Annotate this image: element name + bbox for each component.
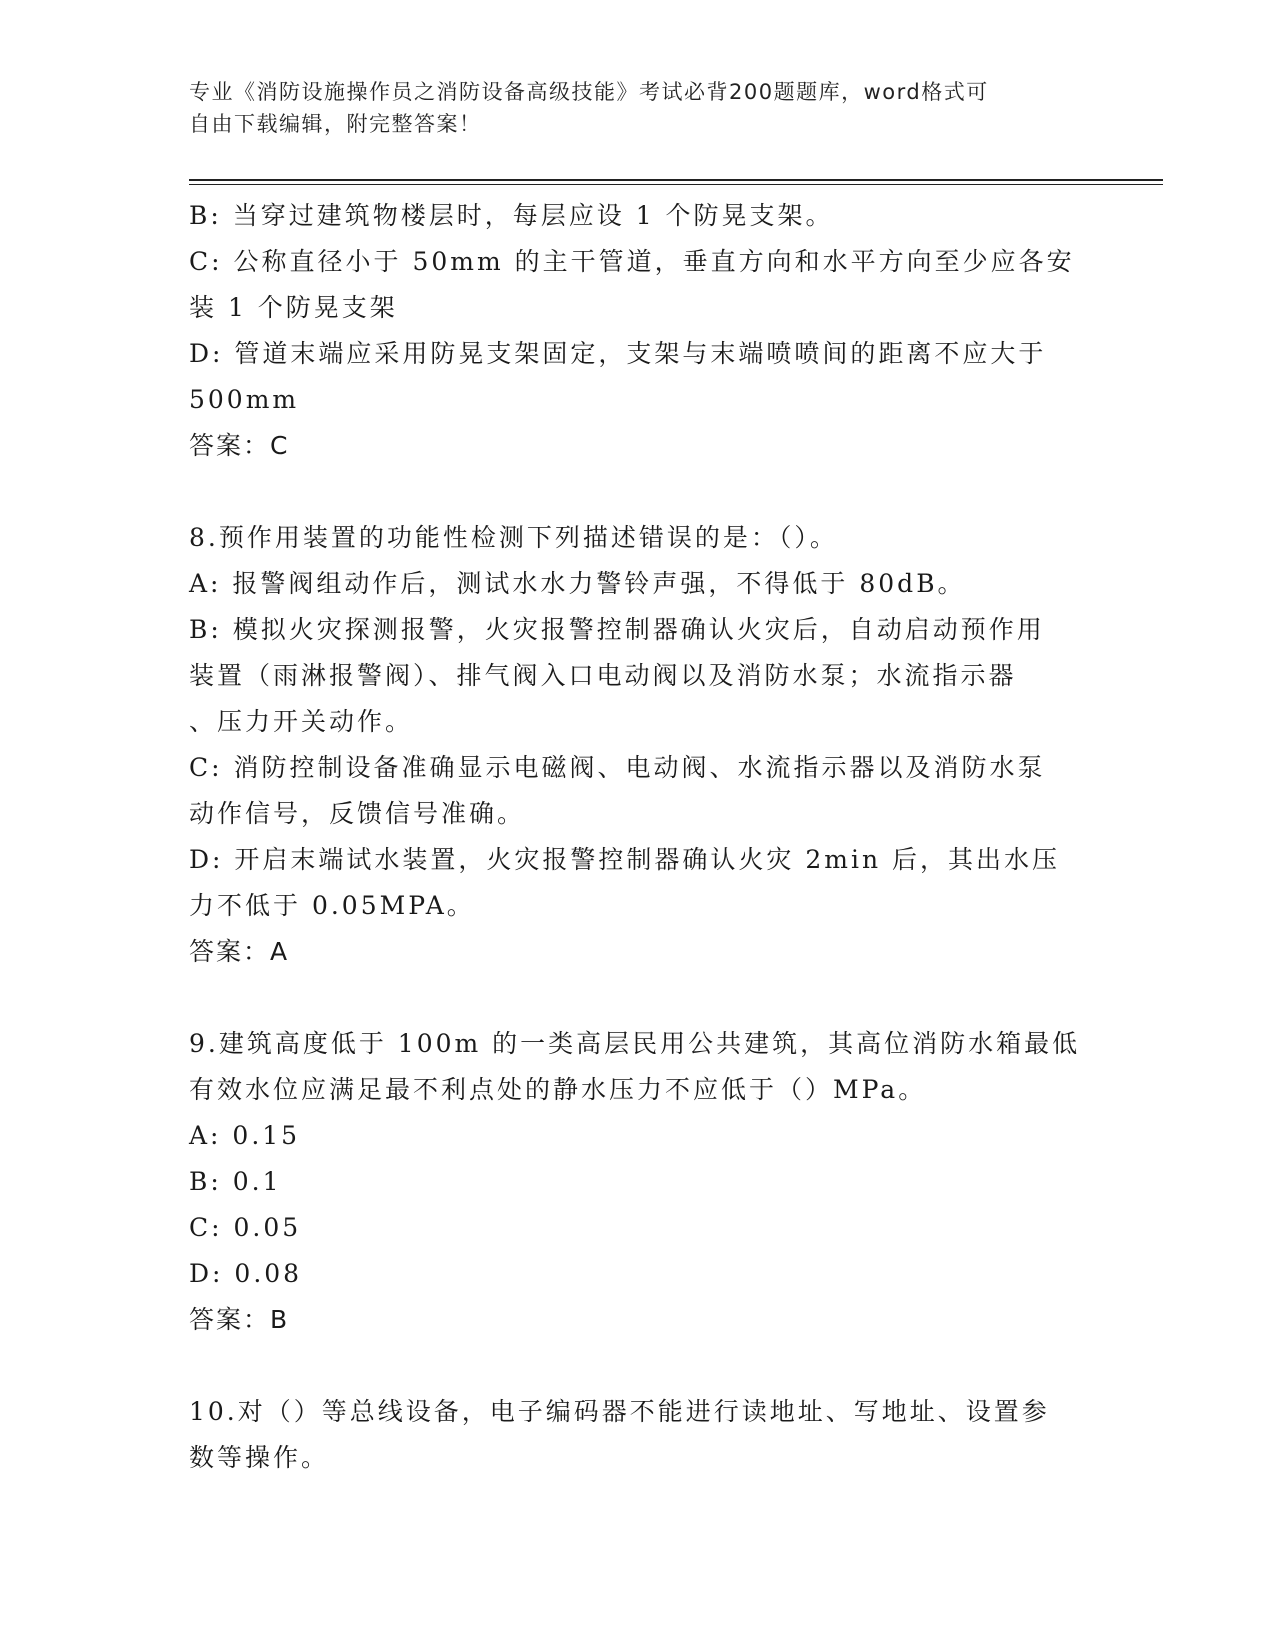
option-d: D: 管道末端应采用防晃支架固定，支架与末端喷喷间的距离不应大于 bbox=[189, 339, 1047, 368]
question-stem: 9.建筑高度低于 100m 的一类高层民用公共建筑，其高位消防水箱最低 bbox=[189, 1029, 1081, 1058]
option-b-cont: 装置（雨淋报警阀）、排气阀入口电动阀以及消防水泵；水流指示器 bbox=[189, 661, 1017, 690]
question-9 bbox=[189, 1021, 1089, 1343]
question-stem: 10.对（）等总线设备，电子编码器不能进行读地址、写地址、设置参 bbox=[189, 1397, 1050, 1426]
question-8 bbox=[189, 515, 1089, 975]
option-b: B: 模拟火灾探测报警，火灾报警控制器确认火灾后，自动启动预作用 bbox=[189, 615, 1045, 644]
header-line-1: 专业《消防设施操作员之消防设备高级技能》考试必背200题题库，word格式可 bbox=[189, 80, 989, 104]
header-divider-thick bbox=[189, 179, 1163, 181]
answer-label: 答案：A bbox=[189, 937, 290, 966]
option-c: C: 公称直径小于 50mm 的主干管道，垂直方向和水平方向至少应各安 bbox=[189, 247, 1075, 276]
answer-label: 答案：C bbox=[189, 431, 290, 460]
option-a: A: 报警阀组动作后，测试水水力警铃声强，不得低于 80dB。 bbox=[189, 569, 966, 598]
option-d: D: 0.08 bbox=[189, 1259, 303, 1288]
option-b-cont: 、压力开关动作。 bbox=[189, 707, 414, 736]
option-c: C: 0.05 bbox=[189, 1213, 302, 1242]
option-c-cont: 装 1 个防晃支架 bbox=[189, 293, 398, 322]
option-c: C: 消防控制设备准确显示电磁阀、电动阀、水流指示器以及消防水泵 bbox=[189, 753, 1046, 782]
option-b: B: 0.1 bbox=[189, 1167, 282, 1196]
question-stem: 8.预作用装置的功能性检测下列描述错误的是：（）。 bbox=[189, 523, 838, 552]
question-10 bbox=[189, 1389, 1089, 1481]
option-c-cont: 动作信号，反馈信号准确。 bbox=[189, 799, 526, 828]
option-d-cont: 力不低于 0.05MPA。 bbox=[189, 891, 475, 920]
document-header bbox=[189, 76, 1089, 140]
question-7-options bbox=[189, 193, 1089, 469]
header-line-2: 自由下载编辑，附完整答案！ bbox=[189, 112, 482, 136]
option-b: B: 当穿过建筑物楼层时，每层应设 1 个防晃支架。 bbox=[189, 201, 834, 230]
option-d-cont: 500mm bbox=[189, 385, 300, 414]
option-a: A: 0.15 bbox=[189, 1121, 301, 1150]
document-body bbox=[189, 193, 1089, 1481]
header-divider-thin bbox=[189, 184, 1163, 185]
answer-label: 答案：B bbox=[189, 1305, 290, 1334]
question-stem-cont: 数等操作。 bbox=[189, 1443, 330, 1472]
option-d: D: 开启末端试水装置，火灾报警控制器确认火灾 2min 后，其出水压 bbox=[189, 845, 1061, 874]
question-stem-cont: 有效水位应满足最不利点处的静水压力不应低于（）MPa。 bbox=[189, 1075, 927, 1104]
